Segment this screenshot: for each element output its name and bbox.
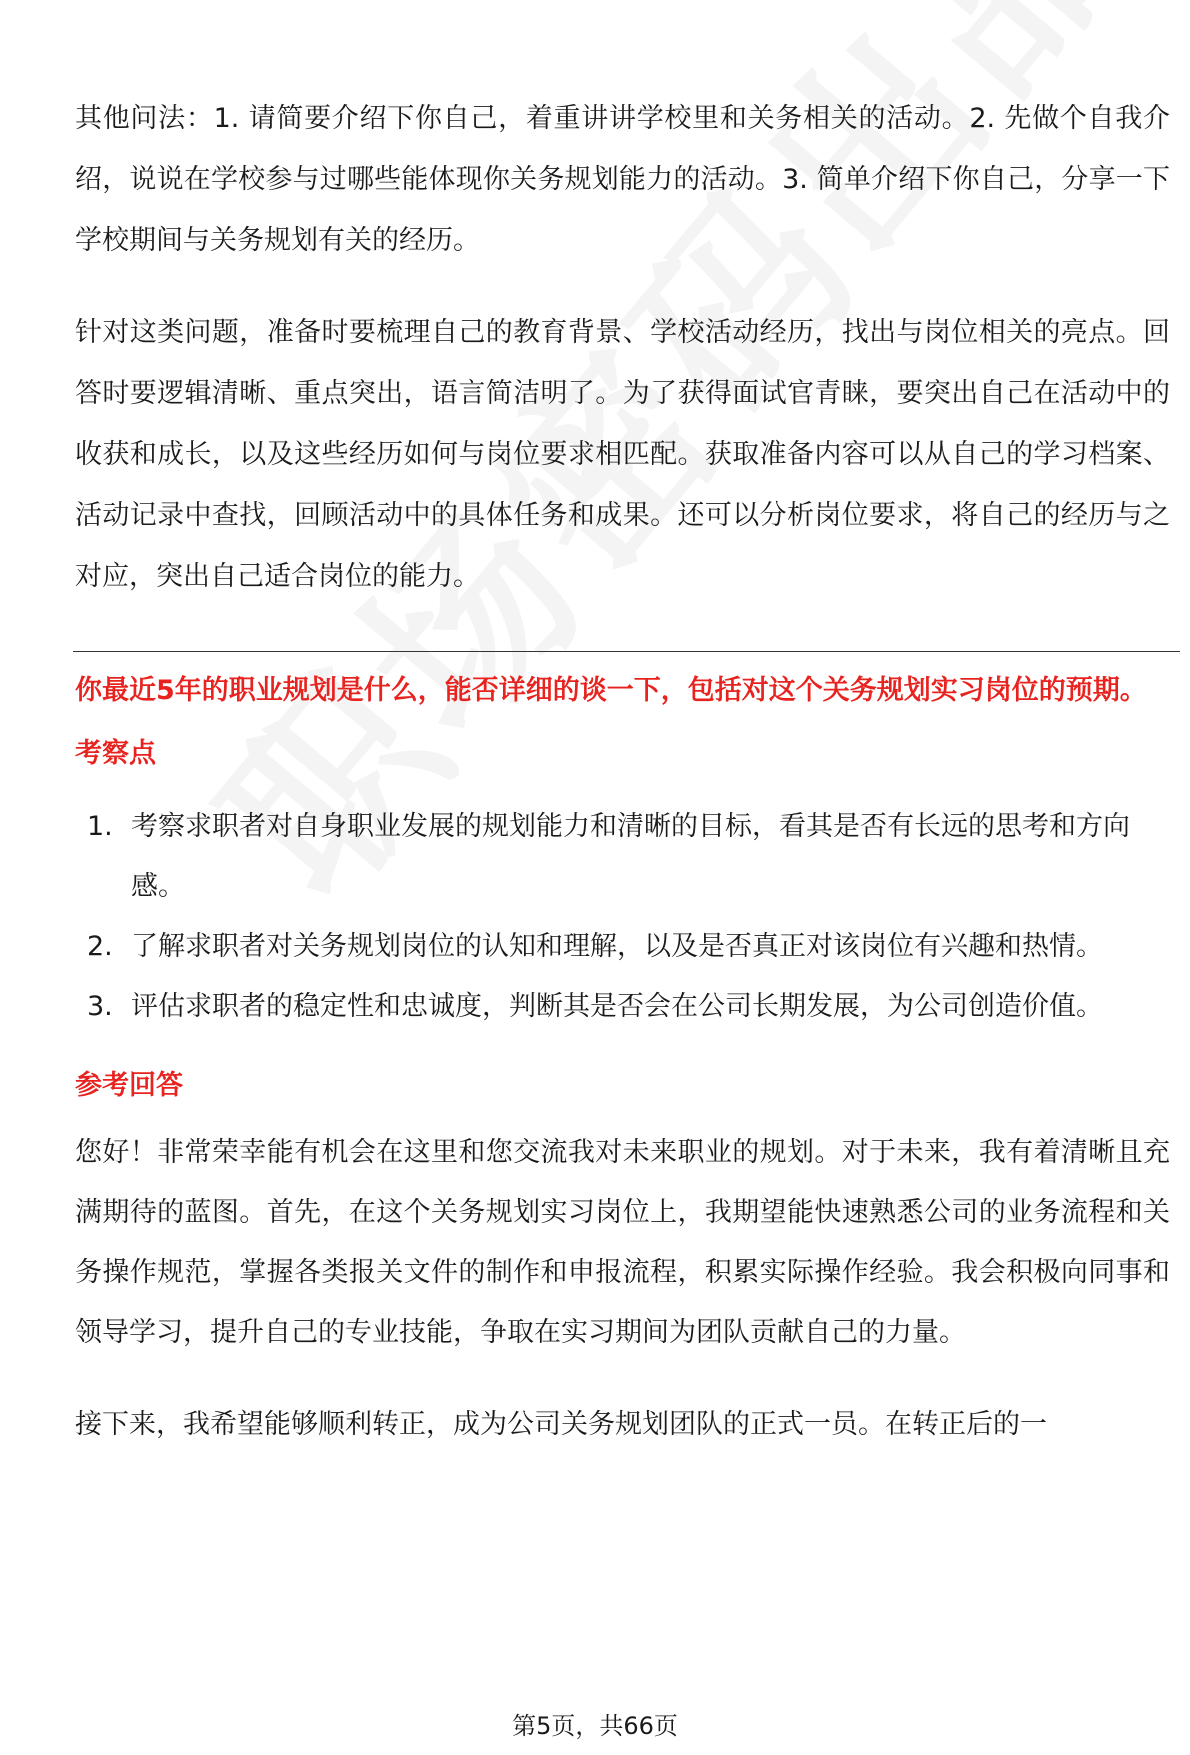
assessment-list: [75, 797, 1170, 1037]
list-item: [75, 797, 1170, 917]
list-item: [75, 977, 1170, 1037]
list-item-text: 考察求职者对自身职业发展的规划能力和清晰的目标，看其是否有长远的思考和方向感。: [131, 811, 1130, 902]
question-heading: 你最近5年的职业规划是什么，能否详细的谈一下，包括对这个关务规划实习岗位的预期。: [75, 675, 1147, 706]
answer-paragraph-1: 您好！非常荣幸能有机会在这里和您交流我对未来职业的规划。对于未来，我有着清晰且充满期待的蓝图。首先，在这个关务规划实习岗位上，我期望能快速熟悉公司的业务流程和关务操作规范，掌握各类报关文件的制作和申报流程，积累实际操作经验。我会积极向同事和领导学习，提升自己的专业技能，争取在实习期间为团队贡献自己的力量。: [75, 1137, 1170, 1348]
assessment-title: 考察点: [75, 738, 156, 769]
list-item-text: 评估求职者的稳定性和忠诚度，判断其是否会在公司长期发展，为公司创造价值。: [131, 991, 1103, 1022]
list-item: [75, 917, 1170, 977]
page-number: 第5页，共66页: [512, 1712, 678, 1740]
list-item-number: 1.: [87, 811, 113, 842]
section-divider: [73, 651, 1180, 652]
answer-paragraph-2: 接下来，我希望能够顺利转正，成为公司关务规划团队的正式一员。在转正后的一: [75, 1409, 1047, 1440]
answer-title: 参考回答: [75, 1070, 183, 1101]
list-item-number: 3.: [87, 991, 113, 1022]
page-content: [75, 88, 1170, 1455]
list-item-text: 了解求职者对关务规划岗位的认知和理解，以及是否真正对该岗位有兴趣和热情。: [131, 931, 1103, 962]
list-item-number: 2.: [87, 931, 113, 962]
intro-paragraph-1: 其他问法：1. 请简要介绍下你自己，着重讲讲学校里和关务相关的活动。2. 先做个自我介绍，说说在学校参与过哪些能体现你关务规划能力的活动。3. 简单介绍下你自己，分享一下学校期间与关务规划有关的经历。: [75, 103, 1170, 256]
intro-paragraph-2: 针对这类问题，准备时要梳理自己的教育背景、学校活动经历，找出与岗位相关的亮点。回答时要逻辑清晰、重点突出，语言简洁明了。为了获得面试官青睐，要突出自己在活动中的收获和成长，以及这些经历如何与岗位要求相匹配。获取准备内容可以从自己的学习档案、活动记录中查找，回顾活动中的具体任务和成果。还可以分析岗位要求，将自己的经历与之对应，突出自己适合岗位的能力。: [75, 317, 1170, 592]
